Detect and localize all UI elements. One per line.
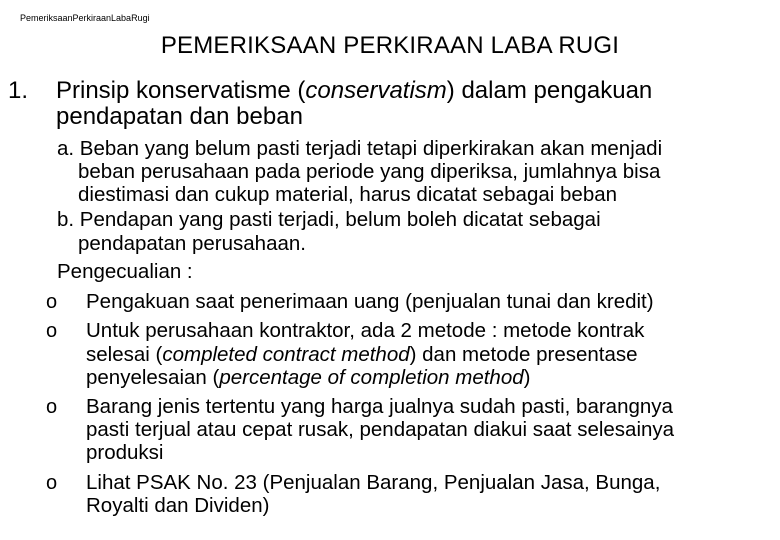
bullet-2-line2-italic: completed contract method bbox=[162, 343, 410, 366]
point-number: 1. bbox=[8, 77, 29, 104]
bullet-2-line2-text-b: ) dan metode presentase bbox=[409, 343, 638, 366]
bullet-1-line1: Pengakuan saat penerimaan uang (penjualan tunai dan kredit) bbox=[86, 290, 654, 313]
bullet-4-line2: Royalti dan Dividen) bbox=[86, 494, 270, 517]
bullet-2-line1: Untuk perusahaan kontraktor, ada 2 metode : metode kontrak bbox=[86, 319, 645, 342]
exceptions-label: Pengecualian : bbox=[57, 260, 193, 283]
bullet-marker-1: o bbox=[46, 291, 58, 313]
point-heading bbox=[56, 78, 776, 130]
point-heading-text-b: ) dalam pengakuan bbox=[446, 77, 653, 104]
bullet-3-line1: Barang jenis tertentu yang harga jualnya sudah pasti, barangnya bbox=[86, 395, 673, 418]
point-heading-italic: conservatism bbox=[305, 77, 447, 104]
page-title: PEMERIKSAAN PERKIRAAN LABA RUGI bbox=[160, 32, 620, 59]
sub-item-a-line2: beban perusahaan pada periode yang diperiksa, jumlahnya bisa bbox=[78, 160, 661, 183]
bullet-2-line3-text-b: ) bbox=[523, 366, 531, 389]
bullet-3-line2: pasti terjual atau cepat rusak, pendapatan diakui saat selesainya bbox=[86, 418, 675, 441]
bullet-3-line3: produksi bbox=[86, 441, 164, 464]
sub-item-b-line1: b. Pendapan yang pasti terjadi, belum boleh dicatat sebagai bbox=[57, 208, 601, 231]
point-heading-line1 bbox=[56, 77, 652, 104]
bullet-2-line2-text-a: selesai ( bbox=[86, 343, 163, 366]
sub-item-b-line2: pendapatan perusahaan. bbox=[78, 232, 306, 255]
bullet-2-line3-italic: percentage of completion method bbox=[219, 366, 524, 389]
sub-item-a-line3: diestimasi dan cukup material, harus dicatat sebagai beban bbox=[78, 183, 618, 206]
bullet-marker-4: o bbox=[46, 472, 58, 494]
bullet-marker-2: o bbox=[46, 320, 58, 342]
bullet-2-line3-text-a: penyelesaian ( bbox=[86, 366, 220, 389]
sub-item-a-line1: a. Beban yang belum pasti terjadi tetapi diperkirakan akan menjadi bbox=[57, 137, 663, 160]
bullet-2-line3 bbox=[86, 367, 530, 389]
bullet-marker-3: o bbox=[46, 396, 58, 418]
point-heading-line2: pendapatan dan beban bbox=[56, 103, 303, 130]
bullet-4-line1: Lihat PSAK No. 23 (Penjualan Barang, Penjualan Jasa, Bunga, bbox=[86, 471, 661, 494]
point-heading-text-a: Prinsip konservatisme ( bbox=[56, 77, 306, 104]
bullet-2-line2 bbox=[86, 344, 638, 366]
small-header-title: PemeriksaanPerkiraanLabaRugi bbox=[20, 13, 150, 23]
